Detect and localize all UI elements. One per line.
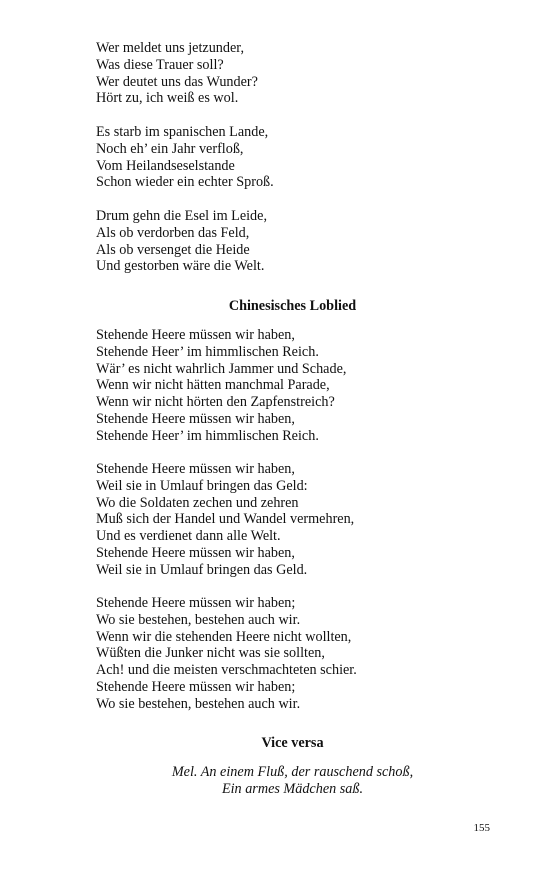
stanza: [96, 461, 476, 579]
poem-title: Chinesisches Loblied: [228, 298, 357, 314]
stanza: [96, 208, 476, 275]
verse-line: Stehende Heer’ im himmlischen Reich.: [96, 427, 319, 444]
verse-line: Stehende Heere müssen wir haben,: [96, 544, 295, 561]
verse-line: Vom Heilandseselstande: [96, 157, 235, 174]
stanza: [96, 40, 476, 107]
melody-note: [0, 764, 550, 798]
verse-line: Stehende Heer’ im himmlischen Reich.: [96, 343, 319, 360]
verse-line: Stehende Heere müssen wir haben;: [96, 595, 296, 611]
melody-line: Ein armes Mädchen saß.: [221, 780, 364, 797]
verse-line: Drum gehn die Esel im Leide,: [96, 208, 267, 224]
stanza: [96, 327, 476, 445]
verse-line: Weil sie in Umlauf bringen das Geld:: [96, 477, 308, 494]
verse-line: Stehende Heere müssen wir haben,: [96, 327, 295, 343]
verse-line: Wo sie bestehen, bestehen auch wir.: [96, 695, 301, 712]
verse-line: Wär’ es nicht wahrlich Jammer und Schade,: [96, 360, 347, 377]
verse-line: Stehende Heere müssen wir haben,: [96, 410, 295, 427]
verse-line: Ach! und die meisten verschmachteten schier.: [96, 662, 357, 679]
stanza: [96, 124, 476, 191]
verse-line: Muß sich der Handel und Wandel vermehren,: [96, 511, 355, 528]
verse-line: Schon wieder ein echter Sproß.: [96, 174, 274, 191]
verse-line: Als ob versenget die Heide: [96, 241, 250, 258]
verse-line: Wenn wir die stehenden Heere nicht wollten,: [96, 628, 352, 645]
verse-line: Wo sie bestehen, bestehen auch wir.: [96, 611, 301, 628]
verse-line: Und gestorben wäre die Welt.: [96, 258, 265, 275]
verse-line: Stehende Heere müssen wir haben,: [96, 461, 295, 477]
verse-line: Stehende Heere müssen wir haben;: [96, 678, 296, 695]
verse-line: Wenn wir nicht hörten den Zapfenstreich?: [96, 394, 335, 411]
verse-line: Wer meldet uns jetzunder,: [96, 40, 244, 56]
verse-line: Wer deutet uns das Wunder?: [96, 73, 258, 90]
verse-line: Wenn wir nicht hätten manchmal Parade,: [96, 377, 330, 394]
verse-line: Hört zu, ich weiß es wol.: [96, 90, 239, 107]
verse-line: Noch eh’ ein Jahr verfloß,: [96, 140, 244, 157]
verse-line: Als ob verdorben das Feld,: [96, 224, 250, 241]
stanza: [96, 595, 476, 713]
poem-title: Vice versa: [261, 735, 324, 751]
verse-line: Es starb im spanischen Lande,: [96, 124, 269, 140]
verse-line: Was diese Trauer soll?: [96, 56, 224, 73]
verse-line: Wüßten die Junker nicht was sie sollten,: [96, 645, 325, 662]
melody-line: Mel. An einem Fluß, der rauschend schoß,: [171, 764, 414, 780]
page-number: 155: [473, 822, 490, 834]
verse-line: Wo die Soldaten zechen und zehren: [96, 494, 299, 511]
verse-line: Weil sie in Umlauf bringen das Geld.: [96, 561, 308, 578]
verse-line: Und es verdienet dann alle Welt.: [96, 528, 281, 545]
